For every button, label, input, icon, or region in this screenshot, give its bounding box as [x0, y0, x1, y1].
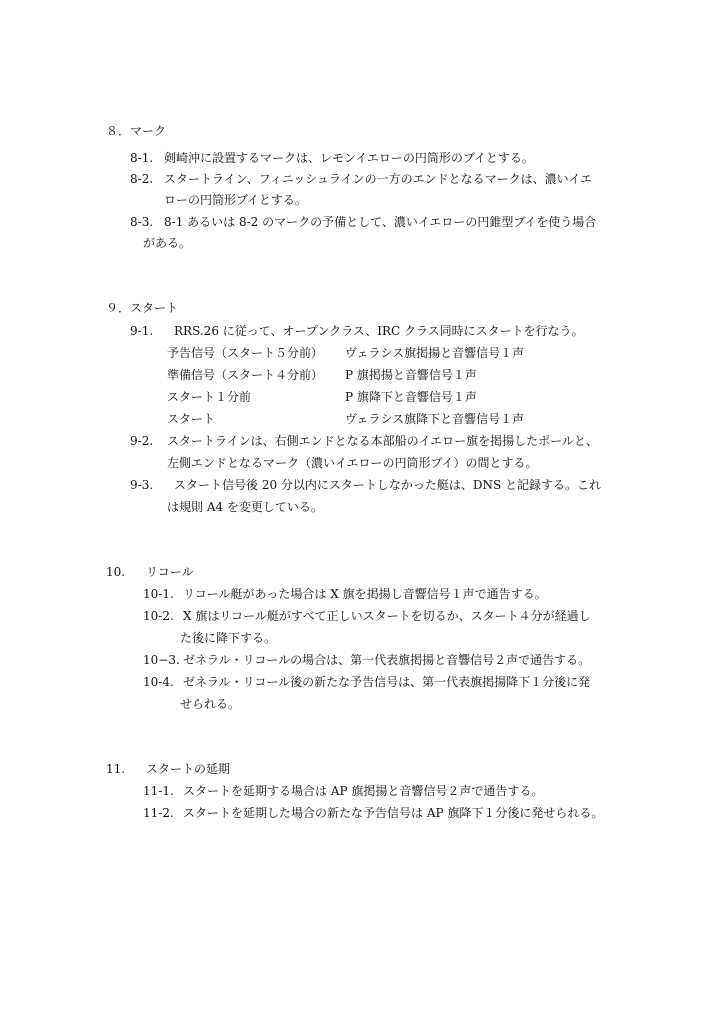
item-number: 11-2. — [143, 806, 174, 820]
item-number: 10-2. — [143, 609, 174, 623]
section-title: スタートの延期 — [146, 762, 231, 776]
item-text-continued: た後に降下する。 — [180, 631, 277, 645]
section-heading: ９．スタート — [106, 301, 179, 315]
item-number: 11-1. — [143, 784, 174, 798]
item-9-3 — [130, 474, 601, 496]
item-10-4 — [143, 671, 590, 693]
item-8-3 — [130, 211, 596, 233]
item-text: スタートライン、フィニッシュラインの一方のエンドとなるマークは、濃いイエ — [164, 172, 593, 186]
item-number: 10-1. — [143, 587, 174, 601]
item-number: 10−3. — [143, 653, 180, 667]
item-text-continued: がある。 — [143, 236, 192, 250]
section-title: リコール — [146, 565, 194, 579]
item-number: 9-3. — [130, 478, 154, 492]
item-number: 9-2. — [130, 434, 154, 448]
item-number: 8-2. — [130, 172, 154, 186]
item-text: スタートを延期する場合は AP 旗掲揚と音響信号２声で通告する。 — [183, 784, 544, 798]
item-text: ゼネラル・リコール後の新たな予告信号は、第一代表旗掲揚降下１分後に発 — [183, 675, 591, 689]
item-text: スタート信号後 20 分以内にスタートしなかった艇は、DNS と記録する。これ — [174, 478, 602, 492]
item-text: RRS.26 に従って、オープンクラス、IRC クラス同時にスタートを行なう。 — [174, 324, 584, 338]
signal-action: P 旗降下と音響信号１声 — [345, 390, 477, 404]
item-text-continued: せられる。 — [180, 697, 241, 711]
signal-name: スタート１分前 — [167, 390, 252, 404]
section-heading: ８．マーク — [106, 124, 167, 138]
signal-action: P 旗掲揚と音響信号１声 — [345, 368, 477, 382]
item-8-1 — [130, 147, 534, 169]
item-11-2 — [143, 802, 603, 824]
item-number: 8-3. — [130, 215, 154, 229]
item-text-continued: ローの円筒形ブイとする。 — [164, 193, 307, 207]
item-11-1 — [143, 780, 543, 802]
signal-action: ヴェラシス旗掲揚と音響信号１声 — [345, 346, 525, 360]
section-heading — [106, 758, 230, 780]
signal-name: 予告信号（スタート５分前） — [167, 346, 324, 360]
item-text: リコール艇があった場合は X 旗を掲揚し音響信号１声で通告する。 — [183, 587, 547, 601]
signal-name: 準備信号（スタート４分前） — [167, 368, 324, 382]
item-text: X 旗はリコール艇がすべて正しいスタートを切るか、スタート４分が経過し — [183, 609, 591, 623]
signal-action: ヴェラシス旗降下と音響信号１声 — [345, 412, 525, 426]
item-text: 8-1 あるいは 8-2 のマークの予備として、濃いイエローの円錐型ブイを使う場合 — [164, 215, 597, 229]
item-text-continued: は規則 A4 を変更している。 — [167, 500, 323, 514]
item-text: 剣崎沖に設置するマークは、レモンイエローの円筒形のブイとする。 — [164, 151, 534, 165]
item-number: 10-4. — [143, 675, 174, 689]
item-10-1 — [143, 583, 547, 605]
item-8-2 — [130, 168, 592, 190]
section-number: 11. — [106, 762, 126, 776]
item-9-2 — [130, 430, 598, 452]
item-text: スタートを延期した場合の新たな予告信号は AP 旗降下１分後に発せられる。 — [183, 806, 604, 820]
section-heading — [106, 561, 194, 583]
item-10-2 — [143, 605, 591, 627]
item-9-1 — [130, 320, 584, 342]
item-text: スタートラインは、右側エンドとなる本部船のイエロー旗を掲揚したポールと、 — [167, 434, 598, 448]
item-text: ゼネラル・リコールの場合は、第一代表旗掲揚と音響信号２声で通告する。 — [183, 653, 591, 667]
item-number: 9-1. — [130, 324, 154, 338]
item-text-continued: 左側エンドとなるマーク（濃いイエローの円筒形ブイ）の間とする。 — [167, 456, 538, 470]
item-number: 8-1. — [130, 151, 154, 165]
item-10-3 — [143, 649, 590, 671]
section-number: 10. — [106, 565, 126, 579]
signal-name: スタート — [167, 412, 216, 426]
